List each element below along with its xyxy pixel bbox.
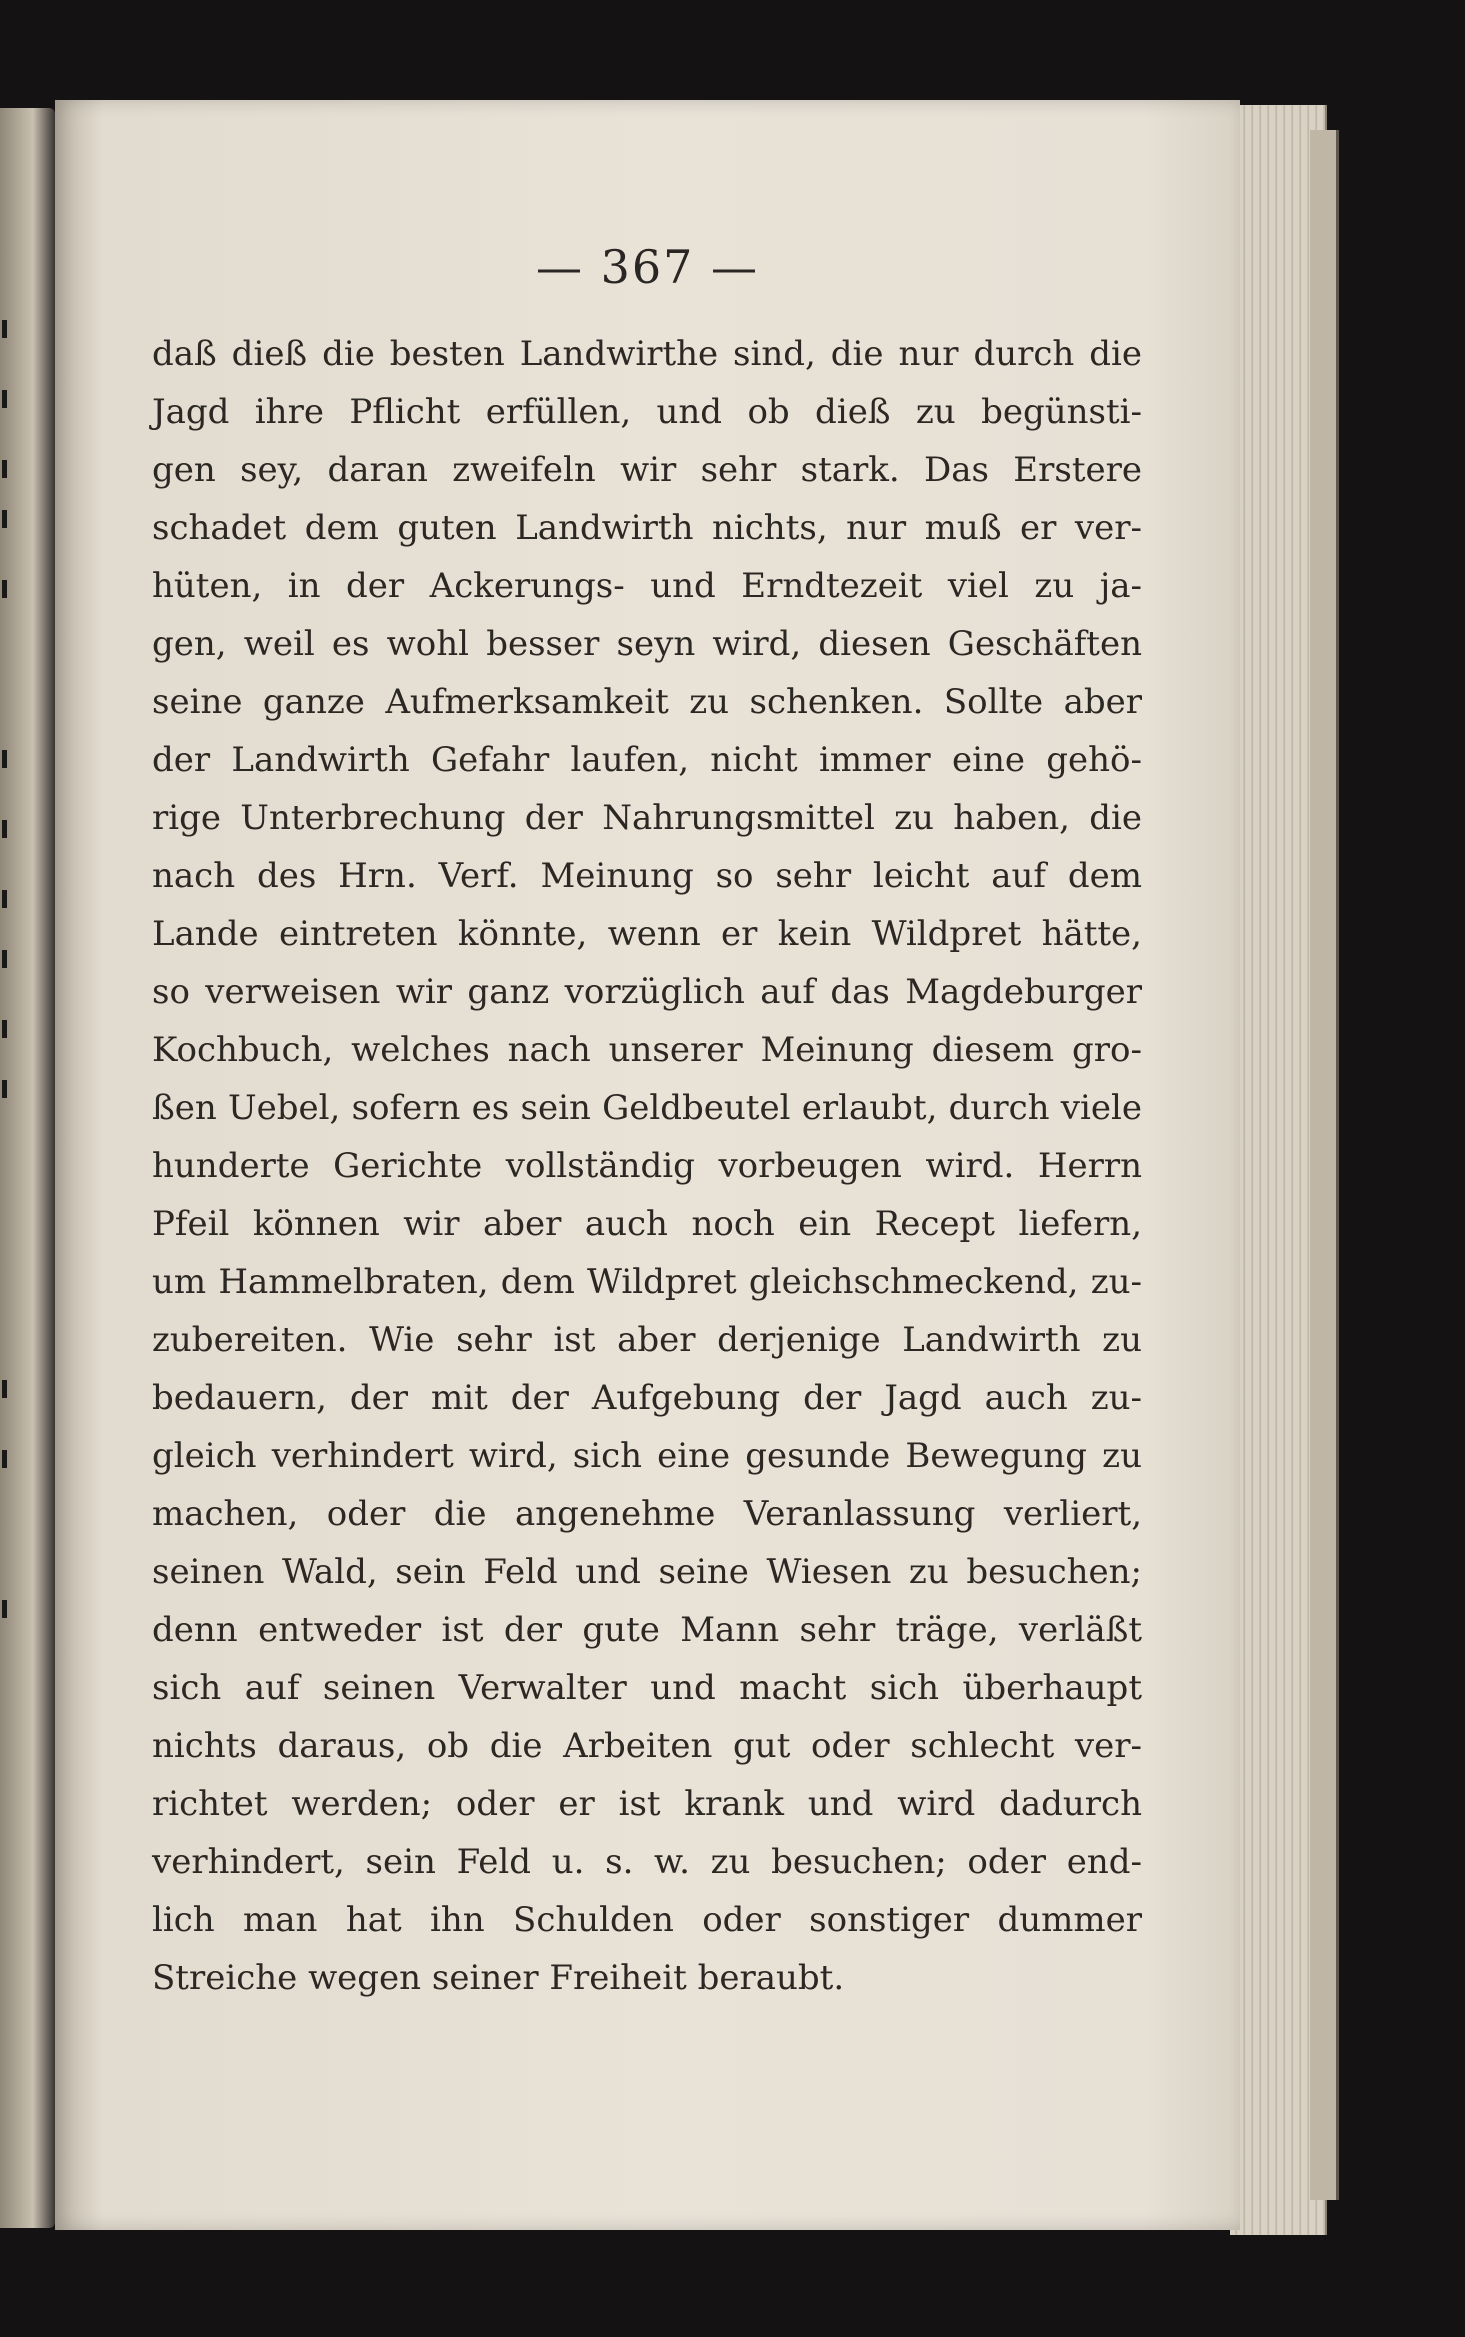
text-line: um Hammelbraten, dem Wildpret gleichschmeckend, zu- (152, 1262, 1142, 1302)
text-line: nichts daraus, ob die Arbeiten gut oder schlecht ver- (152, 1726, 1142, 1766)
text-line: seinen Wald, sein Feld und seine Wiesen zu besuchen; (152, 1552, 1142, 1592)
text-line: hunderte Gerichte vollständig vorbeugen wird. Herrn (152, 1146, 1142, 1186)
text-line: verhindert, sein Feld u. s. w. zu besuchen; oder end- (152, 1842, 1142, 1882)
text-line: machen, oder die angenehme Veranlassung verliert, (152, 1494, 1142, 1534)
text-line: Jagd ihre Pflicht erfüllen, und ob dieß zu begünsti- (152, 392, 1142, 432)
text-line: Kochbuch, welches nach unserer Meinung diesem gro- (152, 1030, 1142, 1070)
text-line: richtet werden; oder er ist krank und wird dadurch (152, 1784, 1142, 1824)
text-line: der Landwirth Gefahr laufen, nicht immer eine gehö- (152, 740, 1142, 780)
text-line: gen, weil es wohl besser seyn wird, diesen Geschäften (152, 624, 1142, 664)
text-line: rige Unterbrechung der Nahrungsmittel zu haben, die (152, 798, 1142, 838)
text-line: ßen Uebel, sofern es sein Geldbeutel erlaubt, durch viele (152, 1088, 1142, 1128)
text-line: denn entweder ist der gute Mann sehr träge, verläßt (152, 1610, 1142, 1650)
text-line: sich auf seinen Verwalter und macht sich überhaupt (152, 1668, 1142, 1708)
text-line: gen sey, daran zweifeln wir sehr stark. Das Erstere (152, 450, 1142, 490)
text-line: lich man hat ihn Schulden oder sonstiger dummer (152, 1900, 1142, 1940)
text-line: Pfeil können wir aber auch noch ein Recept liefern, (152, 1204, 1142, 1244)
text-line: so verweisen wir ganz vorzüglich auf das Magdeburger (152, 972, 1142, 1012)
text-line: Streiche wegen seiner Freiheit beraubt. (152, 1958, 845, 1998)
page-number: — 367 — (535, 240, 760, 294)
text-line: gleich verhindert wird, sich eine gesunde Bewegung zu (152, 1436, 1142, 1476)
book-page (55, 100, 1240, 2230)
text-line: nach des Hrn. Verf. Meinung so sehr leicht auf dem (152, 856, 1142, 896)
text-line: bedauern, der mit der Aufgebung der Jagd auch zu- (152, 1378, 1142, 1418)
text-line: Lande eintreten könnte, wenn er kein Wildpret hätte, (152, 914, 1142, 954)
left-page-ink-bleed (0, 320, 14, 1620)
text-line: schadet dem guten Landwirth nichts, nur muß er ver- (152, 508, 1142, 548)
text-line: hüten, in der Ackerungs- und Erndtezeit viel zu ja- (152, 566, 1142, 606)
text-line: daß dieß die besten Landwirthe sind, die nur durch die (152, 334, 1142, 374)
book-cover-edge (1310, 130, 1339, 2200)
text-line: seine ganze Aufmerksamkeit zu schenken. Sollte aber (152, 682, 1142, 722)
page-text (152, 325, 1142, 2007)
text-line: zubereiten. Wie sehr ist aber derjenige Landwirth zu (152, 1320, 1142, 1360)
